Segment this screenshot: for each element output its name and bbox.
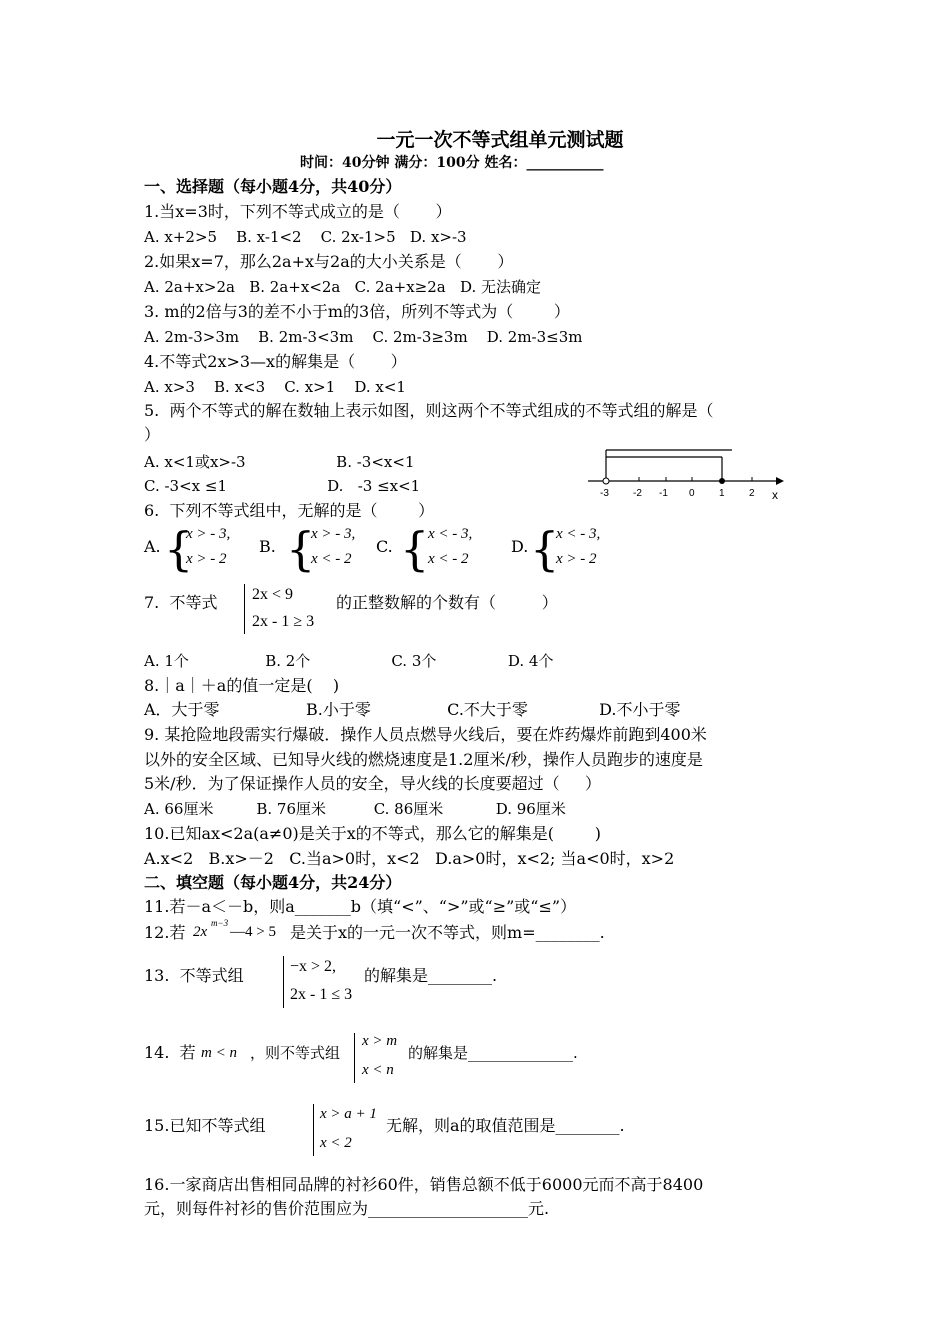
question-7-text: 的正整数解的个数有（ ） bbox=[336, 593, 558, 612]
question-2: 2.如果x=7，那么2a+x与2a的大小关系是（ ） bbox=[144, 252, 514, 271]
number-line-figure bbox=[584, 445, 794, 505]
system-line: x > - 2 bbox=[556, 551, 597, 567]
question-12-expr-rest: —4 > 5 bbox=[230, 924, 276, 940]
question-2-options: A. 2a+x>2a B. 2a+x<2a C. 2a+x≥2a D. 无法确定 bbox=[144, 278, 542, 296]
brace: { bbox=[286, 522, 316, 576]
system-line: x > - 2 bbox=[186, 551, 227, 567]
system-line: x < 2 bbox=[320, 1135, 352, 1151]
question-5: 5. 两个不等式的解在数轴上表示如图，则这两个不等式组成的不等式组的解是（ bbox=[144, 401, 714, 420]
question-4-options: A. x>3 B. x<3 C. x>1 D. x<1 bbox=[144, 378, 406, 396]
question-1: 1.当x=3时，下列不等式成立的是（ ） bbox=[144, 202, 452, 221]
closed-circle-marker bbox=[719, 478, 725, 484]
tick-label: -1 bbox=[659, 488, 668, 499]
question-9-line-3: 5米/秒．为了保证操作人员的安全，导火线的长度要超过（ ） bbox=[144, 774, 602, 793]
option-label: C. bbox=[376, 537, 393, 556]
question-15-text: 无解，则a的取值范围是________. bbox=[386, 1116, 625, 1135]
exam-info: 时间：40分钟 满分：100分 姓名：___________ bbox=[300, 155, 604, 171]
question-4: 4.不等式2x>3—x的解集是（ ） bbox=[144, 352, 407, 371]
question-8-options: A．大于零 B.小于零 C.不大于零 D.不小于零 bbox=[144, 700, 681, 719]
question-3-options: A. 2m-3>3m B. 2m-3<3m C. 2m-3≥3m D. 2m-3≤3m bbox=[144, 328, 583, 346]
question-15-brace bbox=[313, 1104, 316, 1156]
system-line: x < - 3, bbox=[428, 526, 473, 542]
question-10-options: A.x<2 B.x>－2 C.当a>0时，x<2 D.a>0时，x<2; 当a<0时，x>2 bbox=[144, 849, 675, 868]
question-14-text: ，则不等式组 bbox=[250, 1044, 341, 1062]
question-14-tail: 的解集是______________. bbox=[408, 1044, 578, 1062]
question-1-options: A. x+2>5 B. x-1<2 C. 2x-1>5 D. x>-3 bbox=[144, 228, 467, 246]
question-5-paren: ） bbox=[144, 425, 161, 444]
question-14: 14. 若 bbox=[144, 1043, 196, 1062]
question-13-brace bbox=[283, 956, 286, 1008]
question-16-line-2: 元，则每件衬衫的售价范围应为____________________元. bbox=[144, 1199, 550, 1218]
question-12-prefix: 12.若 bbox=[144, 923, 186, 942]
question-9-line-2: 以外的安全区域、已知导火线的燃烧速度是1.2厘米/秒，操作人员跑步的速度是 bbox=[144, 750, 703, 769]
brace: { bbox=[530, 522, 560, 576]
question-14-expr: m < n bbox=[201, 1045, 237, 1061]
number-line-ticks bbox=[606, 477, 752, 481]
system-line: 2x - 1 ≤ 3 bbox=[290, 986, 353, 1003]
page-title: 一元一次不等式组单元测试题 bbox=[376, 129, 624, 151]
question-5-options-ab: A. x<1或x>-3 B. -3<x<1 bbox=[144, 453, 415, 471]
question-13-text: 的解集是________. bbox=[364, 966, 498, 985]
section-choice-heading: 一、选择题（每小题4分，共40分） bbox=[144, 177, 402, 196]
system-line: x < n bbox=[362, 1062, 394, 1078]
question-15: 15.已知不等式组 bbox=[144, 1116, 266, 1135]
open-circle-marker bbox=[603, 478, 609, 484]
system-line: x > - 3, bbox=[311, 526, 356, 542]
question-5-options-cd: C. -3<x ≤1 D. -3 ≤x<1 bbox=[144, 477, 421, 495]
system-line: x > - 3, bbox=[186, 526, 231, 542]
system-line: 2x - 1 ≥ 3 bbox=[252, 613, 315, 630]
section-fill-heading: 二、填空题（每小题4分，共24分） bbox=[144, 873, 402, 892]
question-10: 10.已知ax<2a(a≠0)是关于x的不等式，那么它的解集是( ) bbox=[144, 824, 601, 843]
question-11: 11.若－a＜－b，则a_______b（填“<”、“>”或“≥”或“≤”） bbox=[144, 897, 577, 916]
question-14-brace bbox=[354, 1033, 357, 1083]
axis-label: x bbox=[772, 488, 778, 502]
system-line: 2x < 9 bbox=[252, 586, 294, 603]
system-line: x < - 2 bbox=[311, 551, 352, 567]
question-12-exponent: m−3 bbox=[211, 918, 229, 928]
question-12-text: 是关于x的一元一次不等式，则m=________. bbox=[290, 923, 605, 942]
question-13: 13. 不等式组 bbox=[144, 966, 244, 985]
tick-label: 2 bbox=[749, 488, 755, 499]
question-16-line-1: 16.一家商店出售相同品牌的衬衫60件，销售总额不低于6000元而不高于8400 bbox=[144, 1175, 704, 1194]
question-9-line-1: 9. 某抢险地段需实行爆破．操作人员点燃导火线后，要在炸药爆炸前跑到400米 bbox=[144, 725, 707, 744]
system-line: x < - 2 bbox=[428, 551, 469, 567]
question-3: 3. m的2倍与3的差不小于m的3倍，所列不等式为（ ） bbox=[144, 302, 570, 321]
tick-label: -2 bbox=[633, 488, 642, 499]
system-line: x < - 3, bbox=[556, 526, 601, 542]
question-7-options: A. 1个 B. 2个 C. 3个 D. 4个 bbox=[144, 652, 554, 670]
system-line: x > a + 1 bbox=[320, 1106, 377, 1122]
question-7-brace bbox=[244, 584, 247, 634]
question-8: 8.｜a｜＋a的值一定是( ) bbox=[144, 676, 340, 695]
tick-label: -3 bbox=[600, 488, 609, 499]
option-label: D. bbox=[511, 537, 529, 556]
tick-label: 0 bbox=[689, 488, 695, 499]
tick-label: 1 bbox=[719, 488, 725, 499]
question-12-expr: 2x bbox=[193, 924, 208, 940]
option-label: B. bbox=[259, 537, 276, 556]
system-line: x > m bbox=[362, 1033, 398, 1049]
question-7: 7. 不等式 bbox=[144, 593, 218, 612]
question-6: 6. 下列不等式组中，无解的是（ ） bbox=[144, 501, 435, 520]
option-label: A. bbox=[144, 537, 161, 556]
brace: { bbox=[400, 522, 430, 576]
question-9-options: A. 66厘米 B. 76厘米 C. 86厘米 D. 96厘米 bbox=[144, 800, 566, 818]
brace: { bbox=[164, 522, 194, 576]
system-line: −x > 2, bbox=[290, 958, 337, 975]
